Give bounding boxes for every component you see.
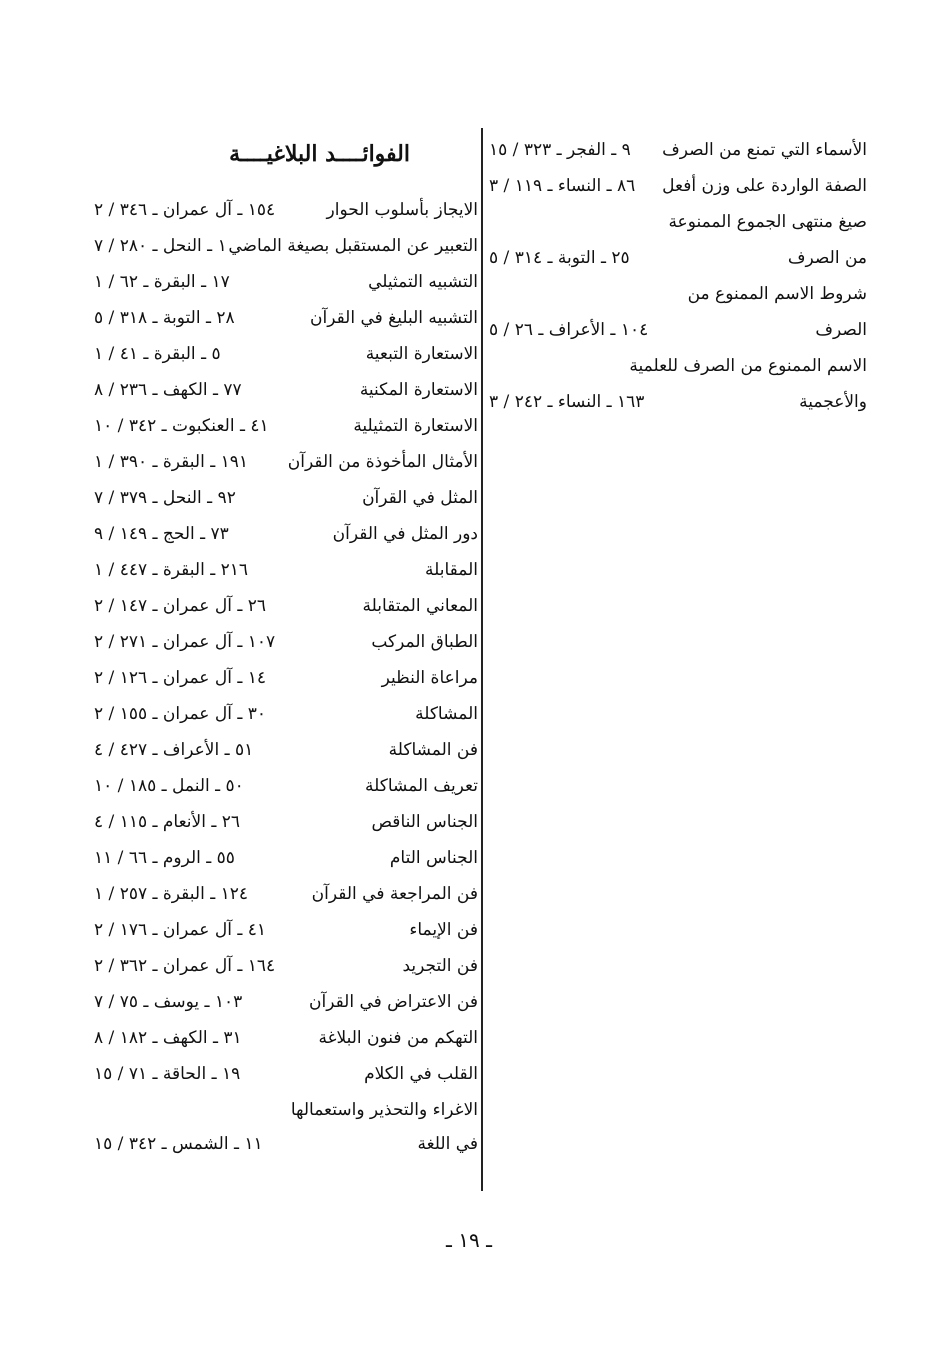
entry-term: فن الاعتراض في القرآن: [308, 992, 478, 1012]
index-entry: [78, 480, 478, 516]
index-entry: [78, 876, 478, 912]
entry-reference: ٧٧ ـ الكهف ـ ٢٣٦ / ٨: [94, 380, 242, 400]
index-entry: [489, 204, 867, 240]
entry-term: التهكم من فنون البلاغة: [318, 1028, 478, 1048]
entry-reference: ٢٨ ـ التوبة ـ ٣١٨ / ٥: [94, 308, 235, 328]
entry-reference: ٧٣ ـ الحج ـ ١٤٩ / ٩: [94, 524, 229, 544]
index-entry: [78, 552, 478, 588]
entry-term: المقابلة: [425, 560, 478, 580]
index-entry: [78, 588, 478, 624]
entry-term: الطباق المركب: [371, 632, 478, 652]
index-entry: [489, 384, 867, 420]
entry-term: الجناس الناقص: [371, 812, 478, 832]
index-entry: [489, 168, 867, 204]
index-entry: [78, 300, 478, 336]
entry-reference: ٥٥ ـ الروم ـ ٦٦ / ١١: [94, 848, 235, 868]
entry-reference: ٣٠ ـ آل عمران ـ ١٥٥ / ٢: [94, 704, 266, 724]
index-entry: [78, 264, 478, 300]
entry-reference: ٢٦ ـ الأنعام ـ ١١٥ / ٤: [94, 812, 240, 832]
entry-reference: ٥٠ ـ النمل ـ ١٨٥ / ١٠: [94, 776, 244, 796]
entry-term: مراعاة النظير: [381, 668, 478, 688]
index-entry: [78, 768, 478, 804]
index-entry: [78, 228, 478, 264]
entry-term: فن التجريد: [402, 956, 478, 976]
entry-term: المعاني المتقابلة: [362, 596, 478, 616]
entry-reference: ١٦٣ ـ النساء ـ ٢٤٢ / ٣: [489, 392, 645, 412]
index-entry: [78, 984, 478, 1020]
entry-term: الايجاز بأسلوب الحوار: [326, 200, 478, 220]
entry-term: الصرف: [815, 320, 867, 340]
entry-term: الصفة الواردة على وزن أفعل: [662, 176, 867, 196]
index-entry: [78, 912, 478, 948]
entry-reference: ١٢٤ ـ البقرة ـ ٢٥٧ / ١: [94, 884, 248, 904]
index-entry: [489, 348, 867, 384]
entry-term: الاستعارة المكنية: [359, 380, 478, 400]
right-column: [489, 132, 867, 420]
entry-reference: ٢٦ ـ آل عمران ـ ١٤٧ / ٢: [94, 596, 266, 616]
entry-reference: ١١ ـ الشمس ـ ٣٤٢ / ١٥: [94, 1134, 263, 1154]
entry-reference: ٨٦ ـ النساء ـ ١١٩ / ٣: [489, 176, 636, 196]
entry-term: الاسم الممنوع من الصرف للعلمية: [629, 356, 867, 376]
index-entry: [489, 312, 867, 348]
index-entry: [489, 132, 867, 168]
entry-term: الأمثال المأخوذة من القرآن: [287, 452, 478, 472]
entry-term: التشبيه البليغ في القرآن: [309, 308, 478, 328]
index-entry: [489, 240, 867, 276]
entry-reference: ٥ ـ البقرة ـ ٤١ / ١: [94, 344, 221, 364]
entry-term: الاغراء والتحذير واستعمالها: [290, 1100, 478, 1120]
index-entry: [78, 444, 478, 480]
index-entry: [78, 192, 478, 228]
entry-reference: ١٤ ـ آل عمران ـ ١٢٦ / ٢: [94, 668, 266, 688]
entry-reference: ١٩ ـ الحاقة ـ ٧١ / ١٥: [94, 1064, 241, 1084]
index-entry: [78, 336, 478, 372]
entry-term: الأسماء التي تمنع من الصرف: [662, 140, 867, 160]
index-entry: [78, 624, 478, 660]
entry-term: القلب في الكلام: [364, 1064, 478, 1084]
entry-reference: ٩٢ ـ النحل ـ ٣٧٩ / ٧: [94, 488, 236, 508]
entry-term: الجناس التام: [389, 848, 478, 868]
entry-term: الاستعارة التبعية: [365, 344, 478, 364]
entry-term: دور المثل في القرآن: [332, 524, 478, 544]
entry-term: المشاكلة: [415, 704, 478, 724]
entry-term: فن المشاكلة: [388, 740, 478, 760]
entry-term: الاستعارة التمثيلية: [353, 416, 478, 436]
index-entry: [78, 1092, 478, 1126]
entry-term: التعبير عن المستقبل بصيغة الماضي: [228, 236, 478, 256]
entry-term: صيغ منتهى الجموع الممنوعة: [668, 212, 867, 232]
entry-term: فن الإيماء: [409, 920, 478, 940]
entry-reference: ١٠٣ ـ يوسف ـ ٧٥ / ٧: [94, 992, 243, 1012]
entry-reference: ١ ـ النحل ـ ٢٨٠ / ٧: [94, 236, 227, 256]
entry-reference: ٩ ـ الفجر ـ ٣٢٣ / ١٥: [489, 140, 631, 160]
entry-term: تعريف المشاكلة: [365, 776, 478, 796]
section-heading: الفوائــــد البلاغيــــة: [229, 141, 410, 167]
entry-reference: ١٧ ـ البقرة ـ ٦٢ / ١: [94, 272, 230, 292]
entry-term: التشبيه التمثيلي: [368, 272, 478, 292]
entry-term: في اللغة: [417, 1134, 478, 1154]
index-entry: [78, 1020, 478, 1056]
index-entry: [78, 840, 478, 876]
index-entry: [78, 696, 478, 732]
index-entry: [78, 1126, 478, 1160]
page-number: ـ ١٩ ـ: [446, 1228, 492, 1252]
entry-reference: ١٩١ ـ البقرة ـ ٣٩٠ / ١: [94, 452, 248, 472]
index-entry: [78, 1056, 478, 1092]
entry-reference: ٥١ ـ الأعراف ـ ٤٢٧ / ٤: [94, 740, 254, 760]
entry-term: فن المراجعة في القرآن: [311, 884, 478, 904]
index-entry: [78, 408, 478, 444]
entry-reference: ٢٥ ـ التوبة ـ ٣١٤ / ٥: [489, 248, 630, 268]
index-entry: [78, 804, 478, 840]
entry-reference: ٣١ ـ الكهف ـ ١٨٢ / ٨: [94, 1028, 242, 1048]
entry-reference: ١٦٤ ـ آل عمران ـ ٣٦٢ / ٢: [94, 956, 276, 976]
entry-reference: ٢١٦ ـ البقرة ـ ٤٤٧ / ١: [94, 560, 248, 580]
index-entry: [78, 732, 478, 768]
entry-reference: ٤١ ـ آل عمران ـ ١٧٦ / ٢: [94, 920, 266, 940]
entry-reference: ١٥٤ ـ آل عمران ـ ٣٤٦ / ٢: [94, 200, 276, 220]
entry-term: والأعجمية: [799, 392, 867, 412]
left-column: [78, 132, 478, 1160]
index-entry: [78, 516, 478, 552]
index-entry: [78, 372, 478, 408]
entry-term: المثل في القرآن: [362, 488, 478, 508]
column-divider: [481, 128, 483, 1191]
index-entry: [489, 276, 867, 312]
index-entry: [78, 948, 478, 984]
entry-term: شروط الاسم الممنوع من: [687, 284, 867, 304]
index-entry: [78, 660, 478, 696]
entry-term: من الصرف: [787, 248, 867, 268]
entry-reference: ١٠٧ ـ آل عمران ـ ٢٧١ / ٢: [94, 632, 276, 652]
entry-reference: ٤١ ـ العنكبوت ـ ٣٤٢ / ١٠: [94, 416, 269, 436]
entry-reference: ١٠٤ ـ الأعراف ـ ٢٦ / ٥: [489, 320, 649, 340]
